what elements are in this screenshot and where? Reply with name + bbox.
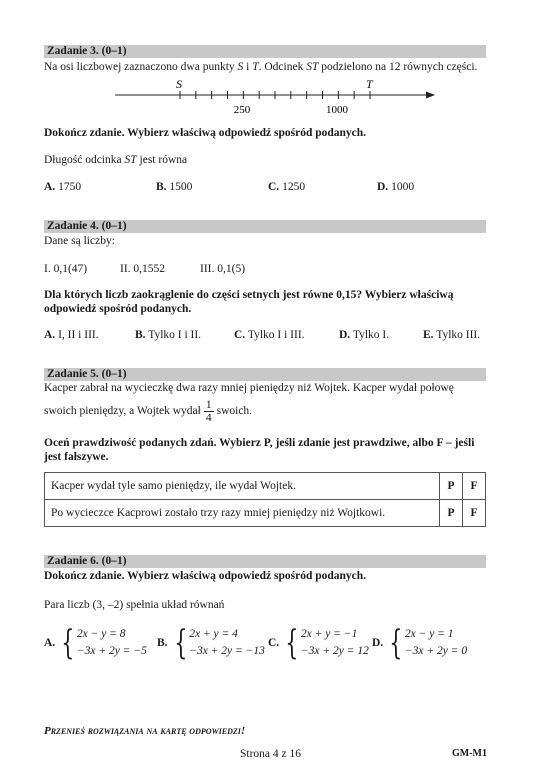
task6-header-bar	[44, 555, 486, 568]
true-false-table	[44, 472, 486, 527]
task5-header-bar	[44, 368, 486, 381]
statement-2-p-option[interactable]: P	[440, 500, 463, 527]
task3-option-b[interactable]: B. 1500	[156, 181, 193, 193]
statement-1: Kacper wydał tyle samo pieniędzy, ile wydał Wojtek.	[45, 473, 440, 500]
task5-instruction-line1: Oceń prawdziwość podanych zdań. Wybierz P, jeśli zdanie jest prawdziwe, albo F – jeśli	[44, 437, 475, 449]
task4-header: Zadanie 4. (0–1)	[47, 220, 127, 232]
task3-stem: Długość odcinka ST jest równa	[44, 154, 188, 166]
statement-1-p-option[interactable]: P	[440, 473, 463, 500]
number-line	[110, 76, 440, 118]
task4-option-d[interactable]: D. Tylko I.	[339, 329, 390, 341]
task5-line2: swoich pieniędzy, a Wojtek wydał $\frac{1}{4}$ swoich.	[44, 398, 253, 424]
task5-header: Zadanie 5. (0–1)	[47, 368, 127, 380]
task3-option-c[interactable]: C. 1250	[268, 181, 306, 193]
task4-option-b[interactable]: B. Tylko I i II.	[135, 329, 202, 341]
task3-intro: Na osi liczbowej zaznaczono dwa punkty S i T. Odcinek ST podzielono na 12 równych części.	[44, 61, 478, 73]
tick-label-250: 250	[233, 104, 251, 116]
task5-line1: Kacper zabrał na wycieczkę dwa razy mniej pieniędzy niż Wojtek. Kacper wydał połowę	[44, 382, 454, 394]
task3-option-a[interactable]: A. 1750	[44, 181, 82, 193]
task6-option-d[interactable]: D. { 2x − y = 1 −3x + 2y = 0	[372, 623, 468, 663]
point-t-label: T	[366, 77, 373, 91]
task6-option-a[interactable]: A. { 2x − y = 8 −3x + 2y = −5	[44, 623, 147, 663]
task4-number-1: I. 0,1(47)	[44, 263, 88, 275]
task3-instruction: Dokończ zdanie. Wybierz właściwą odpowiedź spośród podanych.	[44, 127, 367, 139]
tick-label-1000: 1000	[326, 104, 348, 116]
table-row	[45, 500, 486, 527]
task4-option-a[interactable]: A. I, II i III.	[44, 329, 99, 341]
task6-option-b[interactable]: B. { 2x + y = 4 −3x + 2y = −13	[157, 623, 265, 663]
task4-option-c[interactable]: C. Tylko I i III.	[234, 329, 305, 341]
task4-option-e[interactable]: E. Tylko III.	[423, 329, 481, 341]
task6-instruction: Dokończ zdanie. Wybierz właściwą odpowiedź spośród podanych.	[44, 570, 367, 582]
fraction-one-quarter: $\frac{1}{4}$	[205, 398, 212, 424]
page-number: Strona 4 z 16	[240, 748, 302, 760]
task4-header-bar	[44, 220, 486, 233]
task5-instruction-line2: jest fałszywe.	[44, 451, 109, 463]
task4-number-2: II. 0,1552	[120, 263, 166, 275]
task6-option-c[interactable]: C. { 2x + y = −1 −3x + 2y = 12	[268, 623, 369, 663]
number-line-arrow	[426, 92, 435, 99]
point-s-label: S	[176, 77, 182, 91]
statement-2-f-option[interactable]: F	[463, 500, 486, 527]
task4-question-line1: Dla których liczb zaokrąglenie do części setnych jest równe 0,15? Wybierz właściwą	[44, 289, 454, 301]
statement-2: Po wycieczce Kacprowi zostało trzy razy mniej pieniędzy niż Wojtkowi.	[45, 500, 440, 527]
exam-code: GM-M1	[452, 748, 487, 759]
statement-1-f-option[interactable]: F	[463, 473, 486, 500]
task3-header-bar	[44, 45, 486, 58]
task6-header: Zadanie 6. (0–1)	[47, 555, 127, 567]
transfer-answers-note: Przenieś rozwiązania na kartę odpowiedzi!	[44, 725, 246, 737]
task3-header: Zadanie 3. (0–1)	[47, 45, 127, 57]
table-row	[45, 473, 486, 500]
task4-number-3: III. 0,1(5)	[200, 263, 246, 275]
task6-stem: Para liczb (3, –2) spełnia układ równań	[44, 599, 225, 611]
task4-question-line2: odpowiedź spośród podanych.	[44, 303, 192, 315]
task3-option-d[interactable]: D. 1000	[377, 181, 415, 193]
task4-intro: Dane są liczby:	[44, 235, 115, 247]
